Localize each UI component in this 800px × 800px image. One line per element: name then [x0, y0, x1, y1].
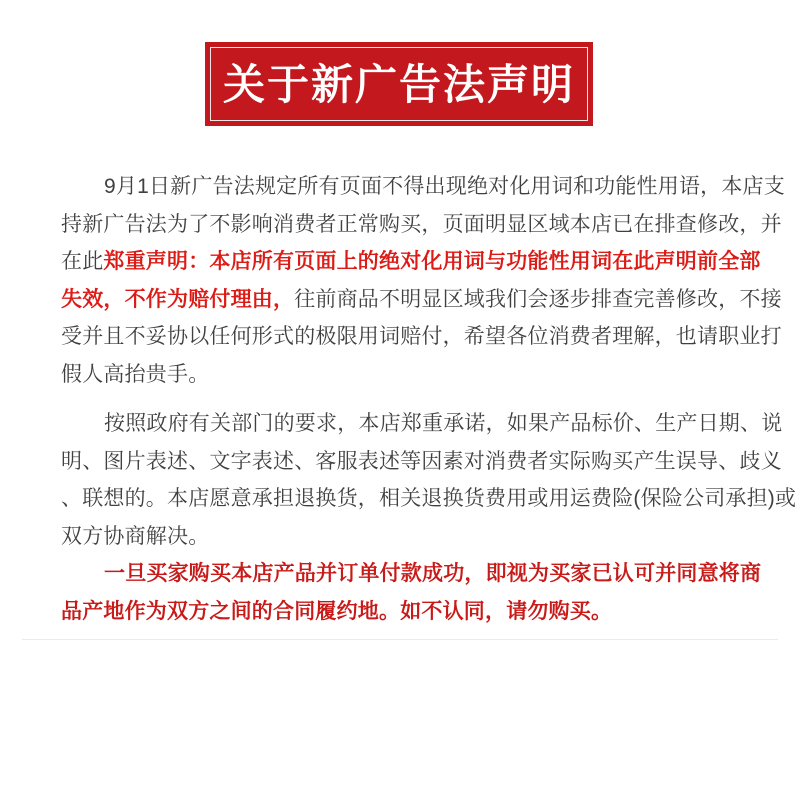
- p1-l3-red-text: 郑重声明：本店所有页面上的绝对化用词与功能性用词在此声明前全部: [103, 250, 761, 273]
- p2-line-3: [61, 480, 797, 518]
- p1-line-2: [61, 206, 782, 244]
- p2-l2-text: 明、图片表述、文字表述、客服表述等因素对消费者实际购买产生误导、歧义: [61, 449, 782, 473]
- paragraph-purchase-agreement: [61, 555, 761, 630]
- p3-l2-text: 品产地作为双方之间的合同履约地。如不认同，请勿购买。: [61, 599, 613, 623]
- p1-line-3: [61, 243, 761, 281]
- p3-l1-text: 一旦买家购买本店产品并订单付款成功，即视为买家已认可并同意将商: [104, 562, 762, 585]
- notice-body: [61, 168, 797, 630]
- p3-line-1: [61, 555, 761, 593]
- p2-line-2: [61, 443, 782, 481]
- paragraph-promise: [61, 405, 797, 555]
- p1-l4-red-text: 失效，不作为赔付理由，: [61, 287, 295, 311]
- p2-l4-text: 双方协商解决。: [61, 524, 210, 548]
- page-title: 关于新广告法声明: [222, 61, 575, 108]
- p1-line-6: [61, 356, 761, 394]
- p1-line-1: [61, 168, 785, 206]
- p2-line-4: [61, 518, 761, 556]
- paragraph-ad-law: [61, 168, 785, 393]
- p3-line-2: [61, 593, 761, 631]
- bottom-divider-line: [22, 639, 778, 640]
- title-banner: [205, 42, 593, 126]
- p1-line-4: [61, 281, 782, 319]
- p1-l4-black-text: 往前商品不明显区域我们会逐步排查完善修改，不接: [294, 287, 782, 311]
- p1-l6-text: 假人高抬贵手。: [61, 362, 210, 386]
- p1-l3-black-text: 在此: [61, 250, 104, 273]
- p1-line-5: [61, 318, 782, 356]
- p2-l1-text: 按照政府有关部门的要求，本店郑重承诺，如果产品标价、生产日期、说: [104, 412, 783, 435]
- p1-l1-text: 9月1日新广告法规定所有页面不得出现绝对化用词和功能性用语，本店支: [104, 175, 785, 198]
- p2-l3-text: 、联想的。本店愿意承担退换货，相关退换货费用或用运费险(保险公司承担)或: [61, 487, 797, 510]
- p2-line-1: [61, 405, 783, 443]
- p1-l5-text: 受并且不妥协以任何形式的极限用词赔付，希望各位消费者理解，也请职业打: [61, 325, 782, 348]
- p1-l2-text: 持新广告法为了不影响消费者正常购买，页面明显区域本店已在排查修改，并: [61, 212, 782, 236]
